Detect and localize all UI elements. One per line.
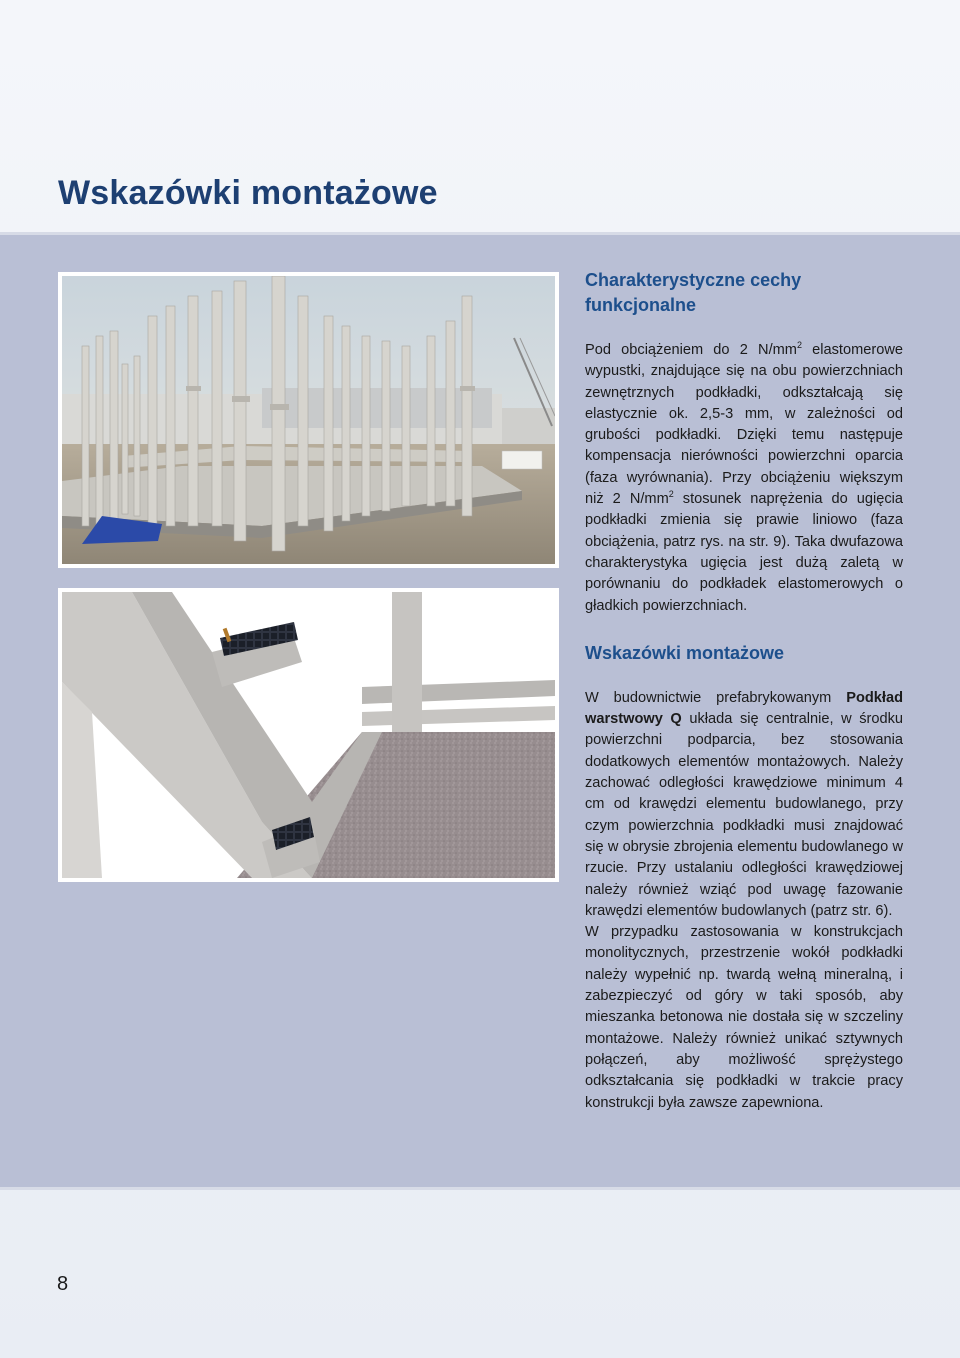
characteristics-text-a: Pod obciążeniem do 2 N/mm [585,342,797,358]
bearing-diagram-svg [62,592,555,878]
text-column [585,268,903,1114]
construction-site-illustration [62,276,555,564]
section-heading-characteristics: Charakterystyczne cechy funkcjonalne [585,270,802,315]
superscript-unit-2: 2 [668,489,674,500]
page-title: Wskazówki montażowe [58,174,438,212]
installation-paragraph-1 [585,688,903,922]
characteristics-text-b: elastomerowe wypustki, znajdujące się na obu powierzchniach zewnętrznych podkładki, odkształcają się elastycznie ok. 2,5-3 mm, w zależności od grubości podkładki. Dzięki temu następuje kompensacja nierówności powierzchni oparcia (faza wyrównania). Przy obciążeniu większym niż 2 N/mm [585,342,903,508]
installation-paragraph-2: W przypadku zastosowania w konstrukcjach monolitycznych, przestrzenie wokół podkładki należy wypełnić np. twardą wełną mineralną, i zabezpieczyć od góry w taki sposób, aby mieszanka betonowa nie dostała się w szczeliny montażowe. Należy również unikać sztywnych połączeń, aby możliwość sprężystego odkształcania się podkładki w trakcie pracy konstrukcji była zawsze zapewniona. [585,924,903,1111]
page-number: 8 [57,1273,69,1295]
section-heading-installation: Wskazówki montażowe [585,642,785,663]
characteristics-text-c: stosunek naprężenia do ugięcia podkładki zmienia się prawie liniowo (faza obciążenia, patrz rys. na str. 9). Taka dwufazowa charakterystyka ugięcia jest dużą zaletą w porównaniu do podkładek elastomerowych o gładkich powierzchniach. [585,491,903,614]
installation-text-a: W budownictwie prefabrykowanym [585,689,847,706]
superscript-unit-1: 2 [796,340,802,351]
installation-text-b: układa się centralnie, w środku powierzchni podparcia, bez stosowania dodatkowych elementów montażowych. Należy zachować odległości krawędziowe minimum 4 cm od krawędzi elementu budowlanego, przy czym powierzchnia podkładki musi znajdować się w obrysie zbrojenia elementu budowlanego w rzucie. Przy ustalaniu odległości krawędziowej należy również wziąć pod uwagę fazowanie krawędzi elementów budowlanych (patrz str. 6). [585,711,904,919]
construction-site-photo [58,272,559,568]
product-name: Podkład warstwowy Q [585,689,903,728]
bearing-installation-illustration [58,588,559,882]
characteristics-paragraph [585,340,903,617]
